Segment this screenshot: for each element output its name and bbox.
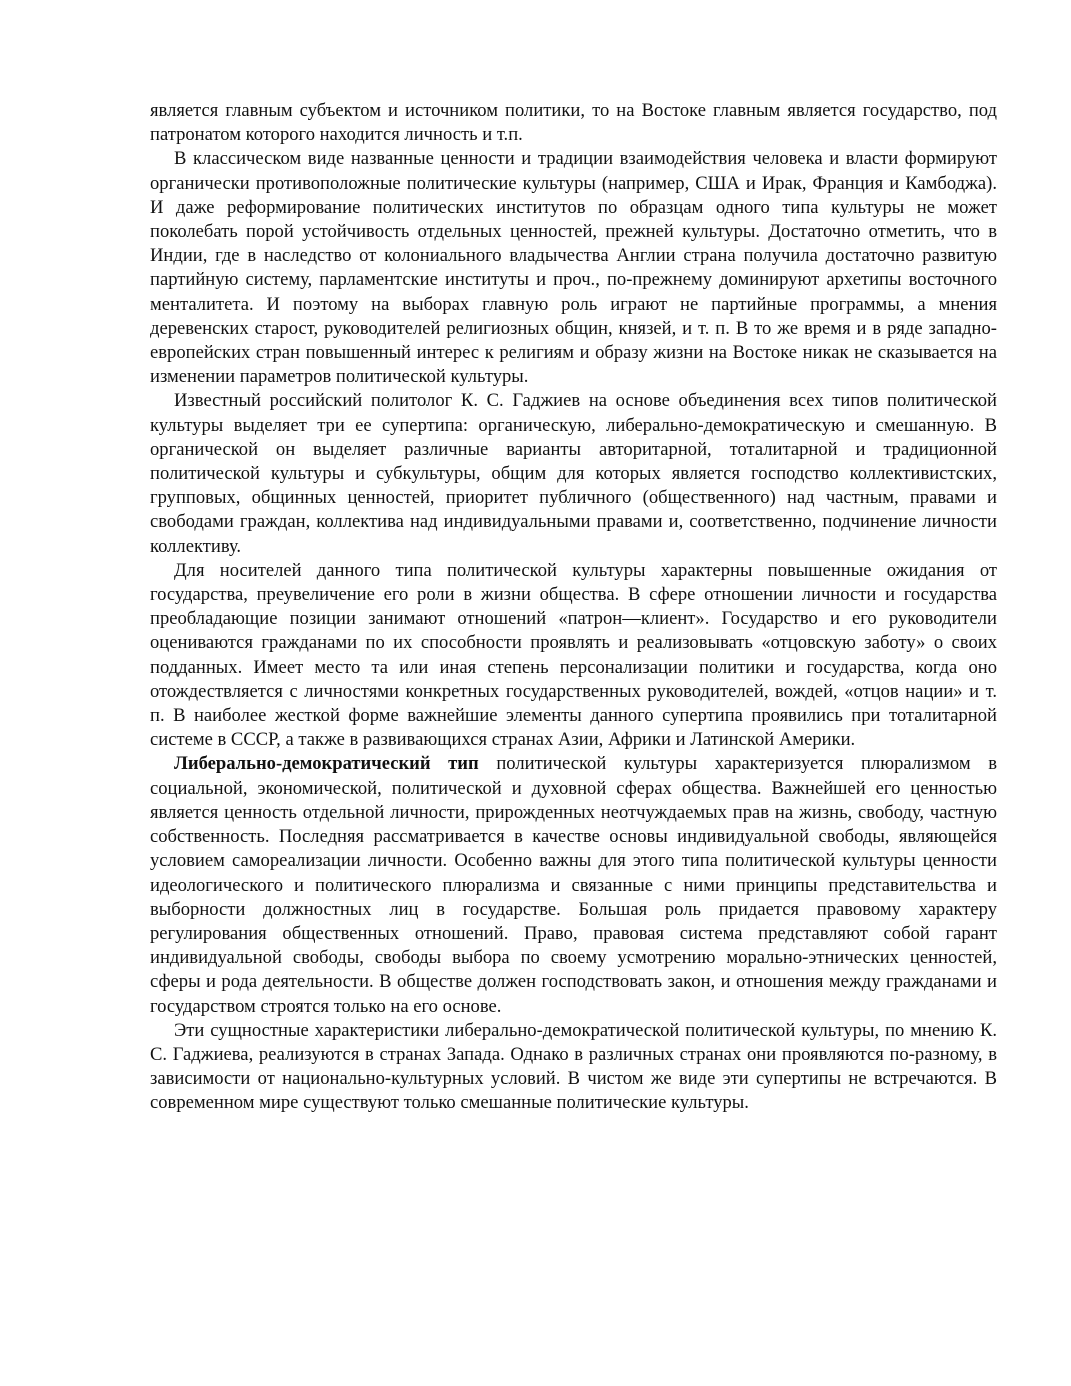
- paragraph-2-text: В классическом виде названные ценности и традиции взаимодействия человека и власти формируют органически противоположные политические культуры (например, США и Ирак, Франция и Камбоджа). И даже реформирование политических институтов по образцам одного типа культуры не может поколебать порой устойчивость отдельных ценностей, прежней культуры. Достаточно отметить, что в Индии, где в наследство от колониального владычества Англии страна получила достаточно развитую партийную систему, парламентские институты и проч., по-прежнему доминируют архетипы восточного менталитета. И поэтому на выборах главную роль играют не партийные программы, а мнения деревенских старост, руководителей религиозных общин, князей, и т. п. В то же время и в ряде западно-европейских стран повышенный интерес к религиям и образу жизни на Востоке никак не сказывается на изменении параметров политической культуры.: [150, 148, 997, 388]
- paragraph-5-text: политической культуры характеризуется плюрализмом в социальной, экономической, политической и духовной сферах общества. Важнейшей его ценностью является ценность отдельной личности, прирожденных неотчуждаемых прав на жизнь, свободу, частную собственность. Последняя рассматривается в качестве основы индивидуальной свободы, являющейся условием самореализации личности. Особенно важны для этого типа политической культуры ценности идеологического и политического плюрализма и связанные с ними принципы представительства и выборности должностных лиц в государстве. Большая роль придается правовому характеру регулирования общественных отношений. Право, правовая система представляют собой гарант индивидуальной свободы, свободы выбора по своему усмотрению морально-этнических ценностей, сферы и рода деятельности. В обществе должен господствовать закон, и отношения между гражданами и государством строятся только на его основе.: [150, 753, 997, 1017]
- paragraph-2: [150, 147, 997, 389]
- paragraph-5: [150, 752, 997, 1018]
- paragraph-1: [150, 99, 997, 147]
- paragraph-3: [150, 389, 997, 558]
- paragraph-3-text: Известный российский политолог К. С. Гаджиев на основе объединения всех типов политической культуры выделяет три ее супертипа: органическую, либерально-демократическую и смешанную. В органической он выделяет различные варианты авторитарной, тоталитарной и традиционной политической культуры и субкультуры, общим для которых является господство коллективистских, групповых, общинных ценностей, приоритет публичного (общественного) над частным, правами и свободами граждан, коллектива над индивидуальными правами и, соответственно, подчинение личности коллективу.: [150, 390, 997, 557]
- paragraph-1-text: является главным субъектом и источником политики, то на Востоке главным является государство, под патронатом которого находится личность и т.п.: [150, 100, 997, 146]
- document-page: [150, 99, 997, 1116]
- paragraph-6-text: Эти сущностные характеристики либерально-демократической политической культуры, по мнению К. С. Гаджиева, реализуются в странах Запада. Однако в различных странах они проявляются по-разному, в зависимости от национально-культурных условий. В чистом же виде эти супертипы не встречаются. В современном мире существуют только смешанные политические культуры.: [150, 1019, 997, 1114]
- paragraph-6: [150, 1019, 997, 1116]
- paragraph-4: [150, 559, 997, 753]
- paragraph-4-text: Для носителей данного типа политической культуры характерны повышенные ожидания от государства, преувеличение его роли в жизни общества. В сфере отношении личности и государства преобладающие позиции занимают отношений «патрон—клиент». Государство и его руководители оцениваются гражданами по их способности проявлять и реализовывать «отцовскую заботу» о своих подданных. Имеет место та или иная степень персонализации политики и государства, когда оно отождествляется с личностями конкретных государственных руководителей, вождей, «отцов нации» и т. п. В наиболее жесткой форме важнейшие элементы данного супертипа проявились при тоталитарной системе в СССР, а также в развивающихся странах Азии, Африки и Латинской Америки.: [150, 559, 997, 751]
- paragraph-5-bold-lead: Либерально-демократический тип: [174, 753, 479, 775]
